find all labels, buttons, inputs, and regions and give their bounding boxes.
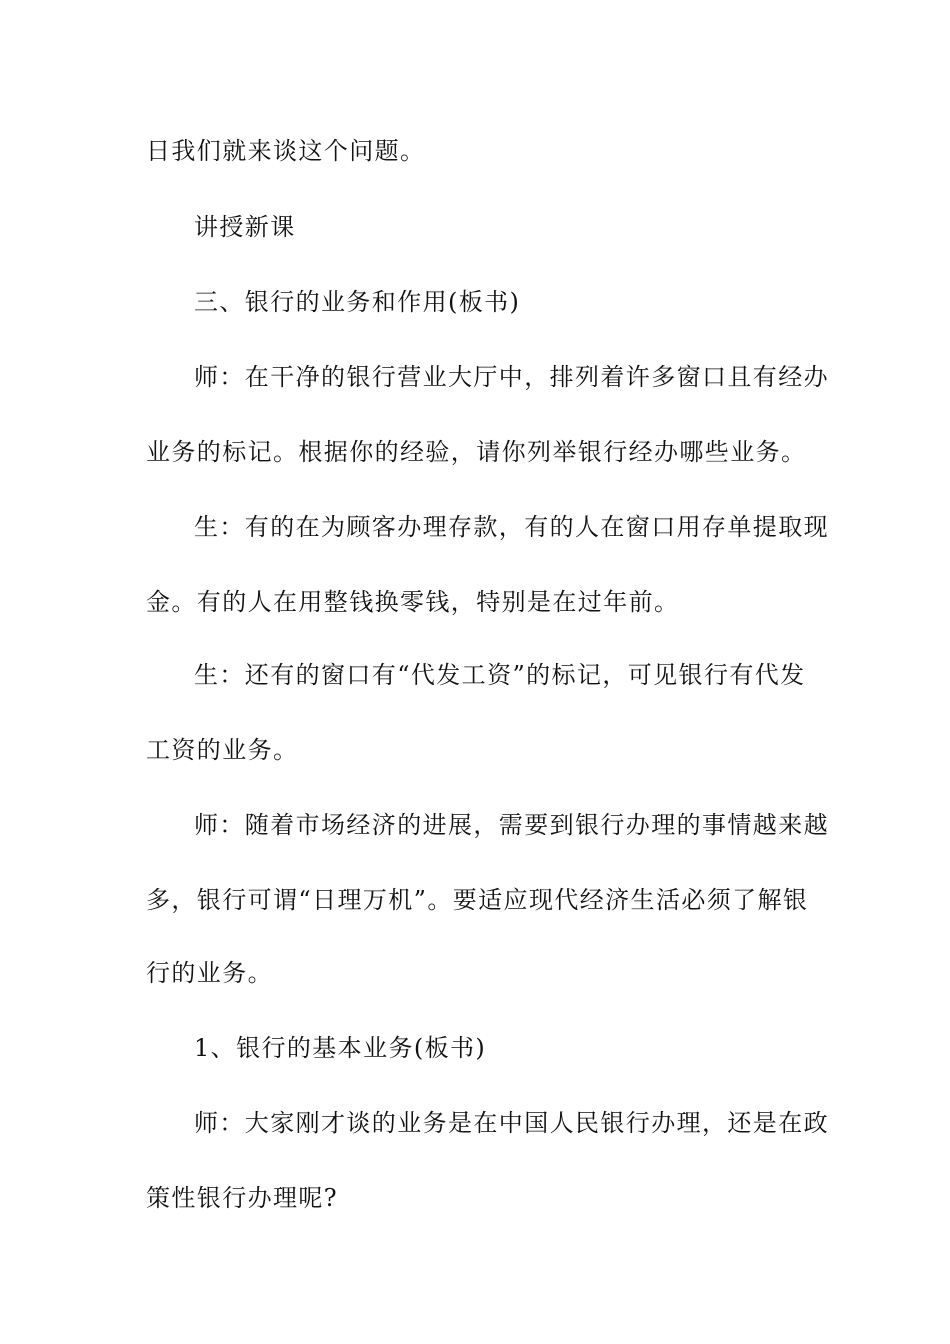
section-heading: 1、银行的基本业务(板书) (194, 1034, 487, 1062)
text-line: 生：还有的窗口有“代发工资”的标记，可见银行有代发 (194, 661, 806, 689)
text-line: 日我们就来谈这个问题。 (146, 137, 426, 165)
section-heading: 讲授新课 (194, 213, 296, 241)
text-line: 师：在干净的银行营业大厅中，排列着许多窗口且有经办 (194, 363, 829, 391)
text-line: 金。有的人在用整钱换零钱，特别是在过年前。 (146, 588, 680, 616)
text-line: 生：有的在为顾客办理存款，有的人在窗口用存单提取现 (194, 513, 829, 541)
text-line: 多，银行可谓“日理万机”。要适应现代经济生活必须了解银 (146, 886, 809, 914)
text-line: 业务的标记。根据你的经验，请你列举银行经办哪些业务。 (146, 438, 807, 466)
text-line: 策性银行办理呢? (146, 1184, 339, 1212)
text-line: 行的业务。 (146, 959, 273, 987)
text-line: 师：随着市场经济的进展，需要到银行办理的事情越来越 (194, 811, 829, 839)
section-heading: 三、银行的业务和作用(板书) (194, 288, 521, 316)
text-line: 工资的业务。 (146, 736, 299, 764)
text-line: 师：大家刚才谈的业务是在中国人民银行办理，还是在政 (194, 1109, 829, 1137)
